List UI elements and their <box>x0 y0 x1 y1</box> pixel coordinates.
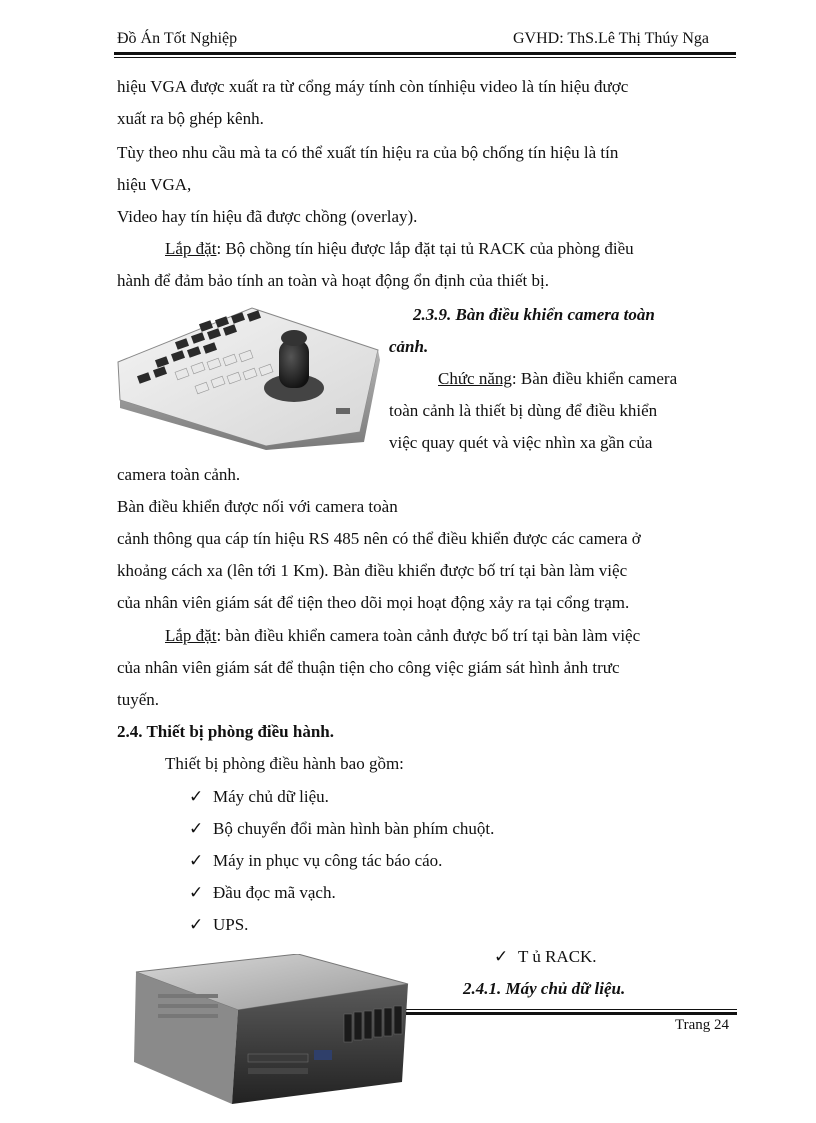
footer-rule <box>406 1012 737 1015</box>
paragraph-line: Video hay tín hiệu đã được chồng (overlay). <box>117 207 418 226</box>
function-text: : Bàn điều khiển camera <box>511 369 678 388</box>
paragraph-line: hành để đảm bảo tính an toàn và hoạt động ổn định của thiết bị. <box>117 271 549 290</box>
checkmark-icon: ✓ <box>494 947 509 966</box>
page-number: Trang 24 <box>675 1017 730 1033</box>
list-item: ✓ Bộ chuyển đổi màn hình bàn phím chuột. <box>189 819 495 838</box>
paragraph-line: toàn cảnh là thiết bị dùng để điều khiển <box>389 401 658 420</box>
paragraph-line: camera toàn cảnh. <box>117 465 241 484</box>
paragraph-line: Bàn điều khiển được nối với camera toàn <box>117 497 398 516</box>
section-heading-239: 2.3.9. Bàn điều khiển camera toàn <box>413 305 655 324</box>
header-title-left: Đồ Án Tốt Nghiệp <box>117 30 238 47</box>
header-rule-thin <box>114 57 736 58</box>
function-label: Chức năng <box>438 369 512 388</box>
paragraph-line: của nhân viên giám sát để tiện theo dõi mọi hoạt động xảy ra tại cổng trạm. <box>117 593 630 612</box>
paragraph-line: cảnh thông qua cáp tín hiệu RS 485 nên có thể điều khiển được các camera ở <box>117 529 641 548</box>
header-rule <box>114 52 736 55</box>
list-item: ✓ Đầu đọc mã vạch. <box>189 883 336 902</box>
checkmark-icon: ✓ <box>189 883 204 902</box>
paragraph-line: khoảng cách xa (lên tới 1 Km). Bàn điều khiển được bố trí tại bàn làm việc <box>117 561 628 580</box>
install-paragraph-2 <box>165 625 640 647</box>
checkmark-icon: ✓ <box>189 915 204 934</box>
paragraph-line: tuyến. <box>117 690 160 709</box>
install-paragraph <box>165 238 634 260</box>
section-heading-239-cont: cảnh. <box>389 337 429 356</box>
install-label: Lắp đặt <box>165 239 217 258</box>
server-image <box>128 954 410 1114</box>
install-text-2: : bàn điều khiển camera toàn cảnh được bố trí tại bàn làm việc <box>216 626 641 645</box>
paragraph-line: hiệu VGA được xuất ra từ cổng máy tính còn tínhiệu video là tín hiệu được <box>117 77 629 96</box>
paragraph-line: xuất ra bộ ghép kênh. <box>117 109 264 128</box>
checkmark-icon: ✓ <box>189 819 204 838</box>
checkmark-icon: ✓ <box>189 787 204 806</box>
list-item: ✓ UPS. <box>189 915 249 934</box>
install-label-2: Lắp đặt <box>165 626 217 645</box>
list-item: ✓ Máy in phục vụ công tác báo cáo. <box>189 851 443 870</box>
list-item-rack: ✓ T ủ RACK. <box>494 947 597 966</box>
list-item: ✓ Máy chủ dữ liệu. <box>189 787 329 806</box>
camera-control-keyboard-image <box>116 300 382 450</box>
footer-rule-thin <box>406 1009 737 1010</box>
install-text: : Bộ chồng tín hiệu được lắp đặt tại tủ RACK của phòng điều <box>216 239 634 258</box>
header-title-right: GVHD: ThS.Lê Thị Thúy Nga <box>513 30 709 47</box>
paragraph-line: việc quay quét và việc nhìn xa gần của <box>389 433 653 452</box>
function-paragraph <box>438 368 677 390</box>
list-intro: Thiết bị phòng điều hành bao gồm: <box>165 754 404 773</box>
section-heading-241: 2.4.1. Máy chủ dữ liệu. <box>463 979 626 998</box>
paragraph-line: Tùy theo nhu cầu mà ta có thể xuất tín hiệu ra của bộ chống tín hiệu là tín <box>117 143 619 162</box>
paragraph-line: của nhân viên giám sát để thuận tiện cho công việc giám sát hình ảnh trưc <box>117 658 620 677</box>
section-heading-24: 2.4. Thiết bị phòng điều hành. <box>117 722 334 741</box>
paragraph-line: hiệu VGA, <box>117 175 192 194</box>
checkmark-icon: ✓ <box>189 851 204 870</box>
